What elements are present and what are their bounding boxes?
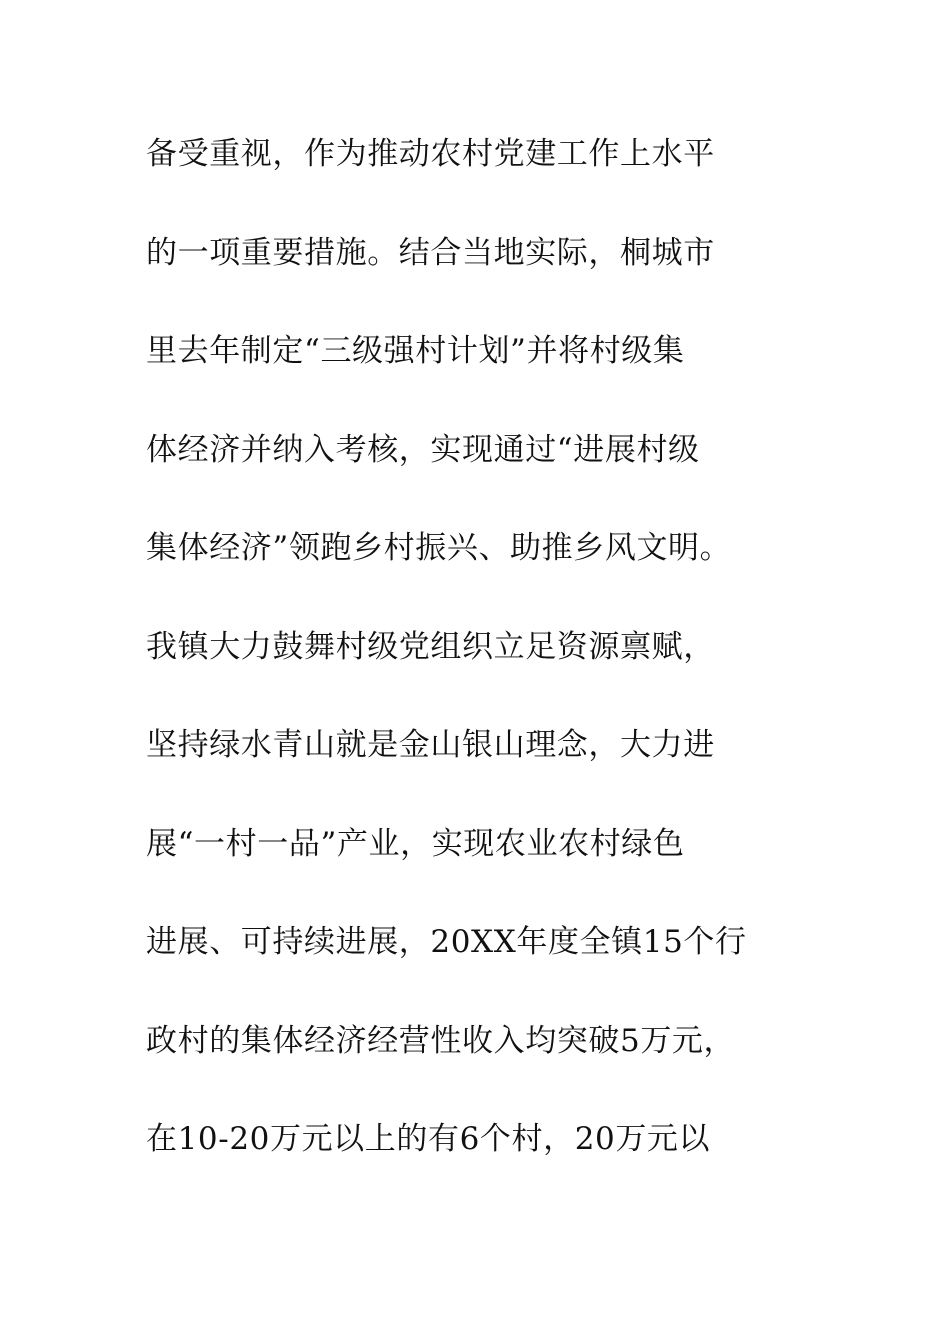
text-line: 集体经济”领跑乡村振兴、助推乡风文明。	[146, 530, 732, 566]
text-line: 坚持绿水青山就是金山银山理念，大力进	[146, 727, 715, 763]
text-line: 在10-20万元以上的有6个村，20万元以	[146, 1121, 711, 1157]
text-line: 里去年制定“三级强村计划”并将村级集	[146, 333, 685, 369]
text-line: 进展、可持续进展，20XX年度全镇15个行	[146, 924, 747, 960]
text-line: 展“一村一品”产业，实现农业农村绿色	[146, 825, 685, 862]
text-line: 备受重视，作为推动农村党建工作上水平	[146, 136, 715, 172]
body-paragraph	[146, 128, 846, 1212]
text-line: 的一项重要措施。结合当地实际，桐城市	[146, 234, 715, 271]
text-line: 体经济并纳入考核，实现通过“进展村级	[146, 431, 700, 468]
text-line: 政村的集体经济经营性收入均突破5万元，	[146, 1022, 736, 1059]
text-line: 我镇大力鼓舞村级党组织立足资源禀赋，	[146, 628, 715, 665]
